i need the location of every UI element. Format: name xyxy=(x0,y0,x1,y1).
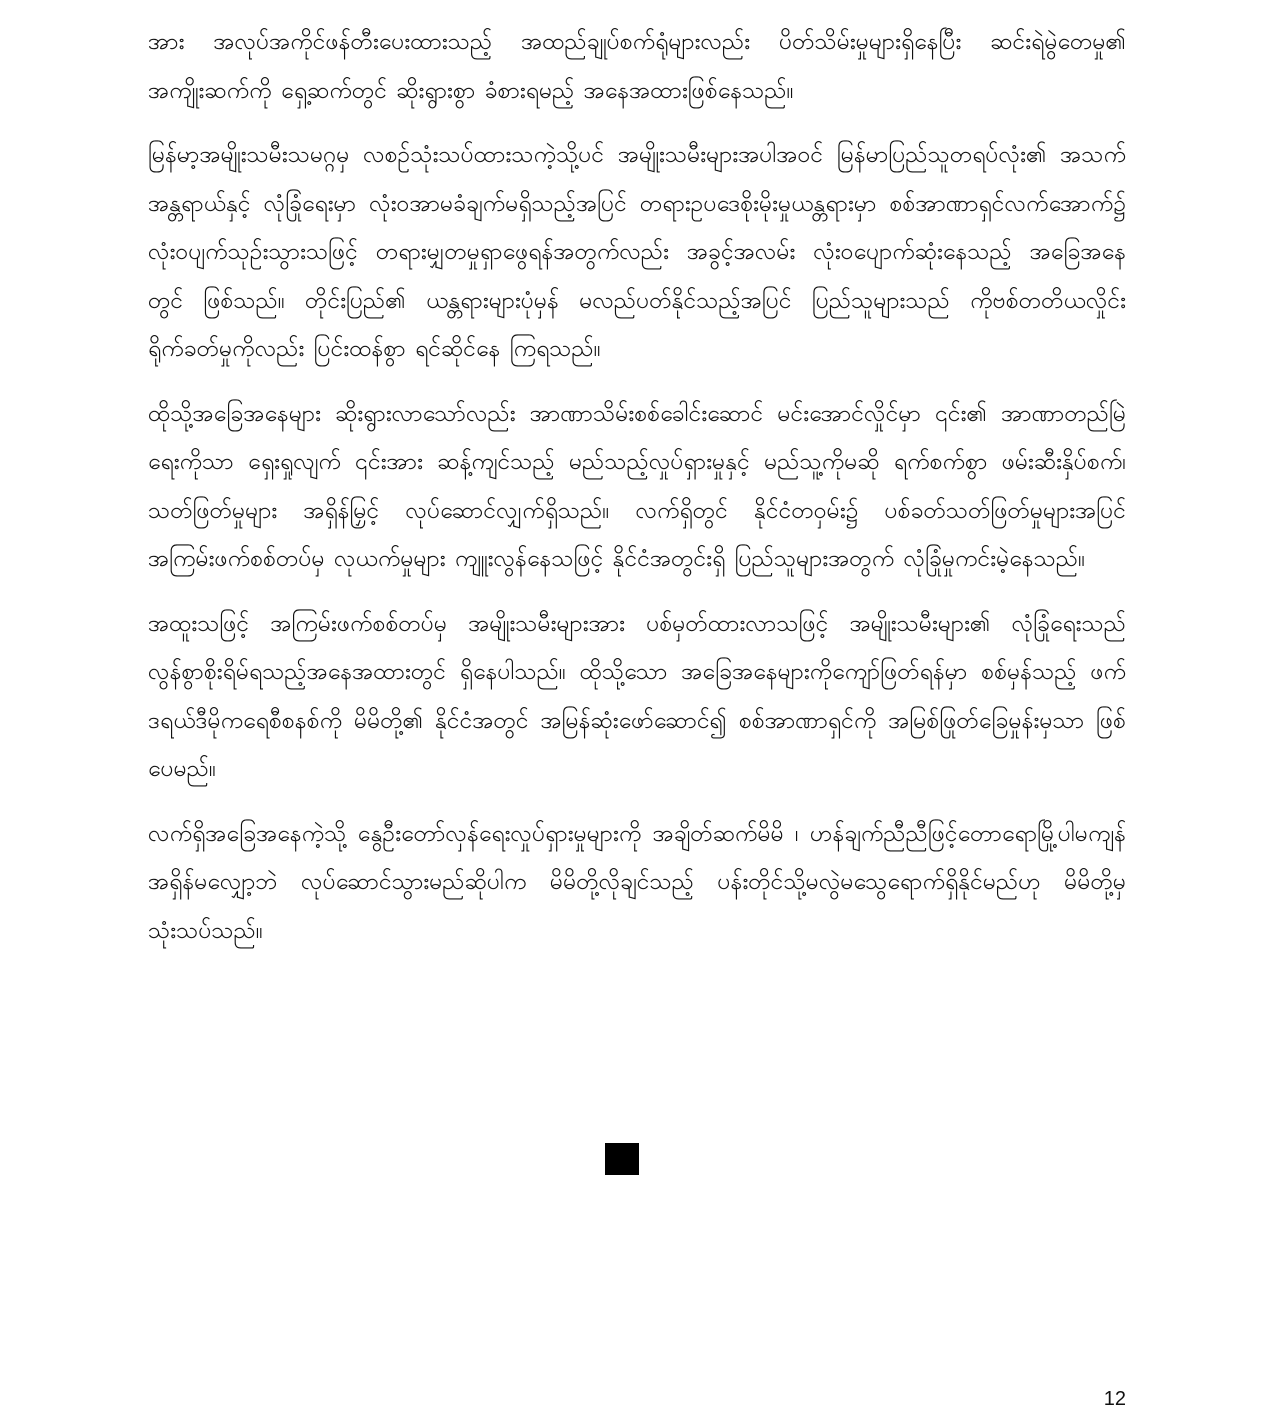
body-text xyxy=(148,18,1126,971)
paragraph-4: အထူးသဖြင့် အကြမ်းဖက်စစ်တပ်မှ အမျိုးသမီးများအား ပစ်မှတ်ထားလာသဖြင့် အမျိုးသမီးများ၏ လုံခြုံရေးသည် လွန်စွာစိုးရိမ်ရသည့်အနေအထားတွင် ရှိနေပါသည်။ ထိုသို့သော အခြေအနေများကိုကျော်ဖြတ်ရန်မှာ စစ်မှန်သည့် ဖက်ဒရယ်ဒီမိုကရေစီစနစ်ကို မိမိတို့၏ နိုင်ငံအတွင် အမြန်ဆုံးဖော်ဆောင်၍ စစ်အာဏာရှင်ကို အမြစ်ဖြုတ်ခြေမှုန်းမှသာ ဖြစ်ပေမည်။ xyxy=(148,610,1126,782)
page-number: 12 xyxy=(1103,1388,1126,1410)
paragraph-2: မြန်မာ့အမျိုးသမီးသမဂ္ဂမှ လစဉ်သုံးသပ်ထားသကဲ့သို့ပင် အမျိုးသမီးများအပါအဝင် မြန်မာပြည်သူတရပ်လုံး၏ အသက်အန္တရာယ်နှင့် လုံခြုံရေးမှာ လုံးဝအာမခံချက်မရှိသည့်အပြင် တရားဥပဒေစိုးမိုးမှုယန္တရားမှာ စစ်အာဏာရှင်လက်အောက်၌ လုံးဝပျက်သုဉ်းသွားသဖြင့် တရားမျှတမှုရှာဖွေရန်အတွက်လည်း အခွင့်အလမ်း လုံးဝပျောက်ဆုံးနေသည့် အခြေအနေတွင် ဖြစ်သည်။ တိုင်းပြည်၏ ယန္တရားများပုံမှန် မလည်ပတ်နိုင်သည့်အပြင် ပြည်သူများသည် ကိုဗစ်တတိယလှိုင်း ရိုက်ခတ်မှုကိုလည်း ပြင်းထန်စွာ ရင်ဆိုင်နေ ကြရသည်။ xyxy=(148,142,1126,362)
paragraph-3: ထိုသို့အခြေအနေများ ဆိုးရွားလာသော်လည်း အာဏာသိမ်းစစ်ခေါင်းဆောင် မင်းအောင်လှိုင်မှာ ၎င်း၏ အာဏာတည်မြဲရေးကိုသာ ရှေးရှုလျက် ၎င်းအား ဆန့်ကျင်သည့် မည်သည့်လှုပ်ရှားမှုနှင့် မည်သူ့ကိုမဆို ရက်စက်စွာ ဖမ်းဆီးနှိပ်စက်၊ သတ်ဖြတ်မှုများ အရှိန်မြှင့် လုပ်ဆောင်လျှက်ရှိသည်။ လက်ရှိတွင် နိုင်ငံတဝှမ်း၌ ပစ်ခတ်သတ်ဖြတ်မှုများအပြင် အကြမ်းဖက်စစ်တပ်မှ လုယက်မှုများ ကျူးလွန်နေသဖြင့် နိုင်ငံအတွင်းရှိ ပြည်သူများအတွက် လုံခြုံမှုကင်းမဲ့နေသည်။ xyxy=(148,400,1126,572)
end-of-article-square-icon xyxy=(605,1143,639,1175)
paragraph-5: လက်ရှိအခြေအနေကဲ့သို့ နွေဦးတော်လှန်ရေးလှုပ်ရှားမှုများကို အချိတ်ဆက်မိမိ ၊ ဟန်ချက်ညီညီဖြင့်တောရောမြို့ပါမကျန် အရှိန်မလျှော့ဘဲ လုပ်ဆောင်သွားမည်ဆိုပါက မိမိတို့လိုချင်သည့် ပန်းတိုင်သို့မလွဲမသွေရောက်ရှိနိုင်မည်ဟု မိမိတို့မှ သုံးသပ်သည်။ xyxy=(148,820,1126,944)
paragraph-1: အား အလုပ်အကိုင်ဖန်တီးပေးထားသည့် အထည်ချုပ်စက်ရုံများလည်း ပိတ်သိမ်းမှုများရှိနေပြီး ဆင်းရဲမွဲတေမှု၏ အကျိုးဆက်ကို ရှေ့ဆက်တွင် ဆိုးရွားစွာ ခံစားရမည့် အနေအထားဖြစ်နေသည်။ xyxy=(148,29,1126,104)
